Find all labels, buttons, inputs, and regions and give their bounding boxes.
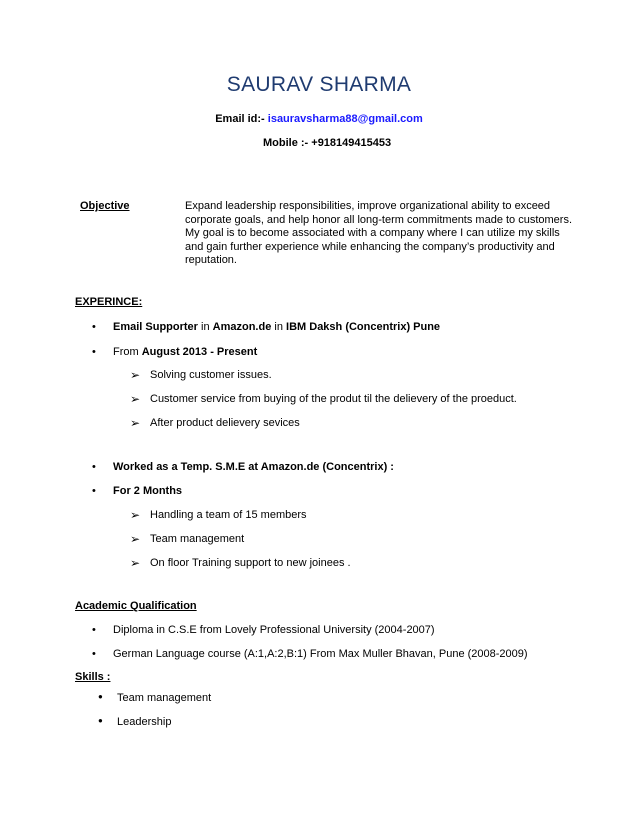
arrow-bullet-icon: ➢: [130, 416, 141, 430]
bullet-icon: •: [92, 321, 96, 333]
bullet-icon: •: [92, 648, 96, 660]
arrow-bullet-icon: ➢: [130, 508, 141, 522]
job1-employer: IBM Daksh (Concentrix) Pune: [286, 321, 441, 333]
mobile-line: Mobile :- +918149415453: [263, 137, 392, 149]
arrow-bullet-icon: ➢: [130, 532, 141, 546]
job2-duty: Team management: [150, 533, 245, 545]
bullet-icon: •: [92, 461, 96, 473]
arrow-bullet-icon: ➢: [130, 556, 141, 570]
job1-from-label: From: [113, 346, 142, 358]
academic-item: German Language course (A:1,A:2,B:1) From Max Muller Bhavan, Pune (2008-2009): [113, 648, 528, 660]
skill-item: Team management: [117, 692, 212, 704]
job1-duty: Solving customer issues.: [150, 369, 272, 381]
job2-duty: On floor Training support to new joinees .: [150, 557, 351, 569]
job2-title: Worked as a Temp. S.M.E at Amazon.de (Concentrix) :: [113, 461, 394, 473]
job1-company: Amazon.de: [212, 321, 272, 333]
dot-bullet-icon: ●: [98, 692, 103, 701]
job1-in-text: in: [197, 321, 213, 333]
email-link[interactable]: isauravsharma88@gmail.com: [267, 113, 423, 125]
job1-in-text-2: in: [271, 321, 287, 333]
arrow-bullet-icon: ➢: [130, 368, 141, 382]
job1-line: [113, 321, 440, 333]
job1-duty: After product delievery sevices: [150, 417, 300, 429]
candidate-name: SAURAV SHARMA: [226, 73, 412, 96]
job2-duration: For 2 Months: [113, 485, 183, 497]
bullet-icon: •: [92, 346, 96, 358]
email-label: Email id:-: [215, 113, 268, 125]
job1-period: August 2013 - Present: [141, 346, 258, 358]
bullet-icon: •: [92, 485, 96, 497]
job1-role: Email Supporter: [113, 321, 198, 333]
skill-item: Leadership: [117, 716, 172, 728]
academic-item: Diploma in C.S.E from Lovely Professional University (2004-2007): [113, 624, 435, 636]
academics-heading: Academic Qualification: [75, 600, 197, 612]
dot-bullet-icon: ●: [98, 716, 103, 725]
objective-text: Expand leadership responsibilities, improve organizational ability to exceed corporate goals, and help honor all long-term commitments made to customers. My goal is to become associated with a company where I can utilize my skills and gain further experience while enhancing the company’s productivity and reputation.: [185, 200, 573, 266]
job1-duty: Customer service from buying of the produt til the delievery of the proeduct.: [150, 393, 517, 405]
bullet-icon: •: [92, 624, 96, 636]
arrow-bullet-icon: ➢: [130, 392, 141, 406]
experience-heading: EXPERINCE:: [75, 296, 143, 308]
objective-heading: Objective: [80, 200, 130, 212]
job1-period-line: [113, 346, 257, 358]
email-line: [0, 113, 638, 125]
job2-duty: Handling a team of 15 members: [150, 509, 307, 521]
skills-heading: Skills :: [75, 671, 111, 683]
